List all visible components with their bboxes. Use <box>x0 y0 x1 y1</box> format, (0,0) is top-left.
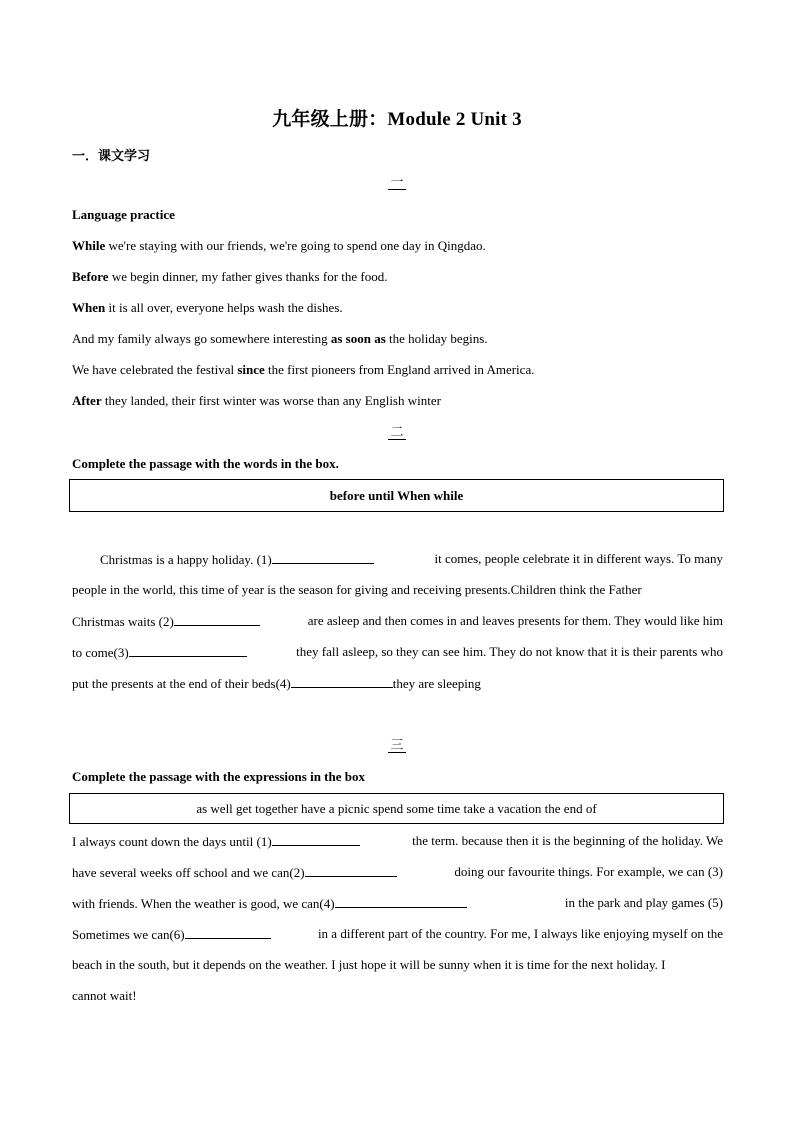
practice-sentence: And my family always go somewhere interesting as soon as the holiday begins. <box>72 331 488 346</box>
passage-line: put the presents at the end of their beds(4) they are sleeping <box>72 676 481 691</box>
answer-blank[interactable] <box>272 833 360 846</box>
passage-line: to come(3) they fall asleep, so they can see him. They do not know that it is their parents who <box>72 644 723 660</box>
passage-line: beach in the south, but it depends on the weather. I just hope it will be sunny when it is time for the next holiday. I <box>72 957 666 972</box>
passage-line: I always count down the days until (1) the term. because then it is the beginning of the holiday. We <box>72 833 723 849</box>
practice-sentence: When it is all over, everyone helps wash the dishes. <box>72 300 343 315</box>
answer-blank[interactable] <box>335 895 467 908</box>
passage-line: people in the world, this time of year is the season for giving and receiving presents.Children think the Father <box>72 582 642 597</box>
passage-line: Christmas waits (2) are asleep and then comes in and leaves presents for them. They would like him <box>72 613 723 629</box>
answer-blank[interactable] <box>305 864 397 877</box>
part3-instruction: Complete the passage with the expressions in the box <box>72 769 365 784</box>
passage-line: have several weeks off school and we can(2) doing our favourite things. For example, we can (3) <box>72 864 723 880</box>
expression-box: as well get together have a picnic spend some time take a vacation the end of <box>69 793 724 824</box>
practice-sentence: After they landed, their first winter was worse than any English winter <box>72 393 441 408</box>
part1-number: 一 <box>390 174 404 189</box>
section-heading: 一．课文学习 <box>72 148 151 163</box>
answer-blank[interactable] <box>174 613 260 626</box>
answer-blank[interactable] <box>291 675 393 688</box>
passage-line: with friends. When the weather is good, we can(4) in the park and play games (5) <box>72 895 723 911</box>
practice-sentence: Before we begin dinner, my father gives thanks for the food. <box>72 269 388 284</box>
part2-instruction: Complete the passage with the words in the box. <box>72 456 339 471</box>
part3-number: 三 <box>390 737 404 752</box>
part2-number: 二 <box>390 424 404 439</box>
page-title: 九年级上册：Module 2 Unit 3 <box>272 109 522 130</box>
answer-blank[interactable] <box>129 644 247 657</box>
passage-line: Sometimes we can(6) in a different part of the country. For me, I always like enjoying myself on the <box>72 926 723 942</box>
answer-blank[interactable] <box>185 926 271 939</box>
answer-blank[interactable] <box>272 551 374 564</box>
word-box: before until When while <box>69 479 724 512</box>
passage-line: Christmas is a happy holiday. (1) it comes, people celebrate it in different ways. To many <box>100 551 723 567</box>
practice-sentence: While we're staying with our friends, we're going to spend one day in Qingdao. <box>72 238 486 253</box>
practice-sentence: We have celebrated the festival since the first pioneers from England arrived in America. <box>72 362 535 377</box>
part1-heading: Language practice <box>72 207 175 222</box>
passage-line: cannot wait! <box>72 988 137 1003</box>
